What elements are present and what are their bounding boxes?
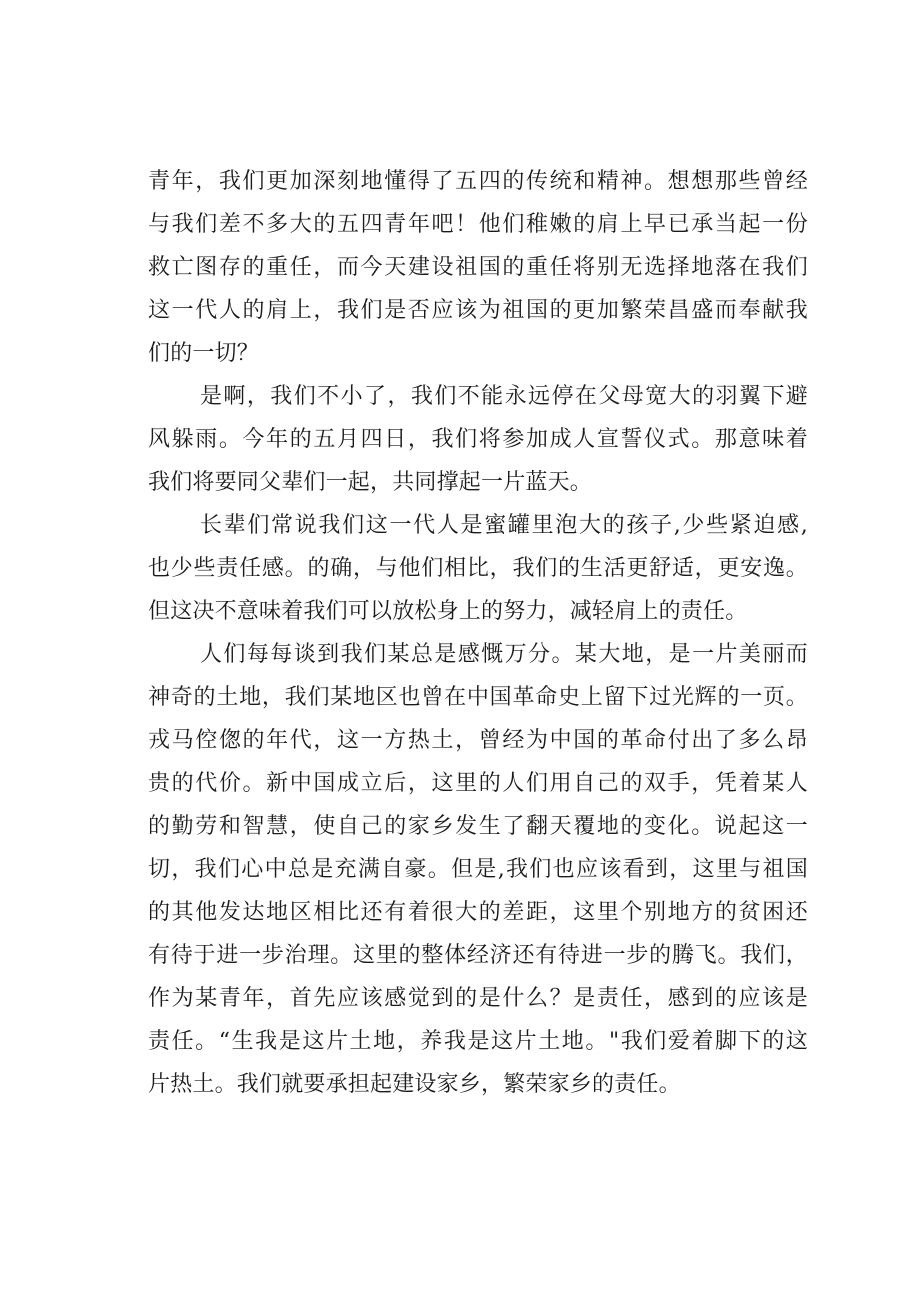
text-line: 们的一切？: [148, 341, 260, 366]
paragraph: [148, 375, 808, 504]
text-line: 也少些责任感。的确，与他们相比，我们的生活更舒适，更安逸。: [148, 556, 808, 581]
text-line: 是啊，我们不小了，我们不能永远停在父母宽大的羽翼下避: [200, 384, 808, 409]
paragraph: [148, 504, 808, 633]
text-line: 作为某青年，首先应该感觉到的是什么？是责任，感到的应该是: [148, 986, 808, 1011]
text-line: 长辈们常说我们这一代人是蜜罐里泡大的孩子,少些紧迫感,: [200, 513, 808, 538]
paragraph: [148, 160, 808, 375]
text-line: 青年，我们更加深刻地懂得了五四的传统和精神。想想那些曾经: [148, 169, 808, 194]
text-line: 的其他发达地区相比还有着很大的差距，这里个别地方的贫困还: [148, 900, 808, 925]
text-line: 有待于进一步治理。这里的整体经济还有待进一步的腾飞。我们，: [148, 943, 808, 968]
text-line: 责任。“生我是这片土地，养我是这片土地。"我们爱着脚下的这: [148, 1029, 808, 1054]
text-line: 切，我们心中总是充满自豪。但是,我们也应该看到，这里与祖国: [148, 857, 808, 882]
text-line: 神奇的土地，我们某地区也曾在中国革命史上留下过光辉的一页。: [148, 685, 808, 710]
document-body: [148, 160, 808, 1106]
text-line: 我们将要同父辈们一起，共同撑起一片蓝天。: [148, 470, 593, 495]
text-line: 但这决不意味着我们可以放松身上的努力，减轻肩上的责任。: [148, 599, 748, 624]
text-line: 贵的代价。新中国成立后，这里的人们用自己的双手，凭着某人: [148, 771, 808, 796]
text-line: 人们每每谈到我们某总是感慨万分。某大地，是一片美丽而: [200, 642, 808, 667]
text-line: 片热土。我们就要承担起建设家乡，繁荣家乡的责任。: [148, 1072, 681, 1097]
text-line: 的勤劳和智慧，使自己的家乡发生了翻天覆地的变化。说起这一: [148, 814, 808, 839]
text-line: 这一代人的肩上，我们是否应该为祖国的更加繁荣昌盛而奉献我: [148, 298, 808, 323]
text-line: 风躲雨。今年的五月四日，我们将参加成人宣誓仪式。那意味着: [148, 427, 808, 452]
text-line: 与我们差不多大的五四青年吧！他们稚嫩的肩上早已承当起一份: [148, 212, 808, 237]
text-line: 戎马倥偬的年代，这一方热土，曾经为中国的革命付出了多么昂: [148, 728, 808, 753]
text-line: 救亡图存的重任，而今天建设祖国的重任将别无选择地落在我们: [148, 255, 808, 280]
paragraph: [148, 633, 808, 1106]
